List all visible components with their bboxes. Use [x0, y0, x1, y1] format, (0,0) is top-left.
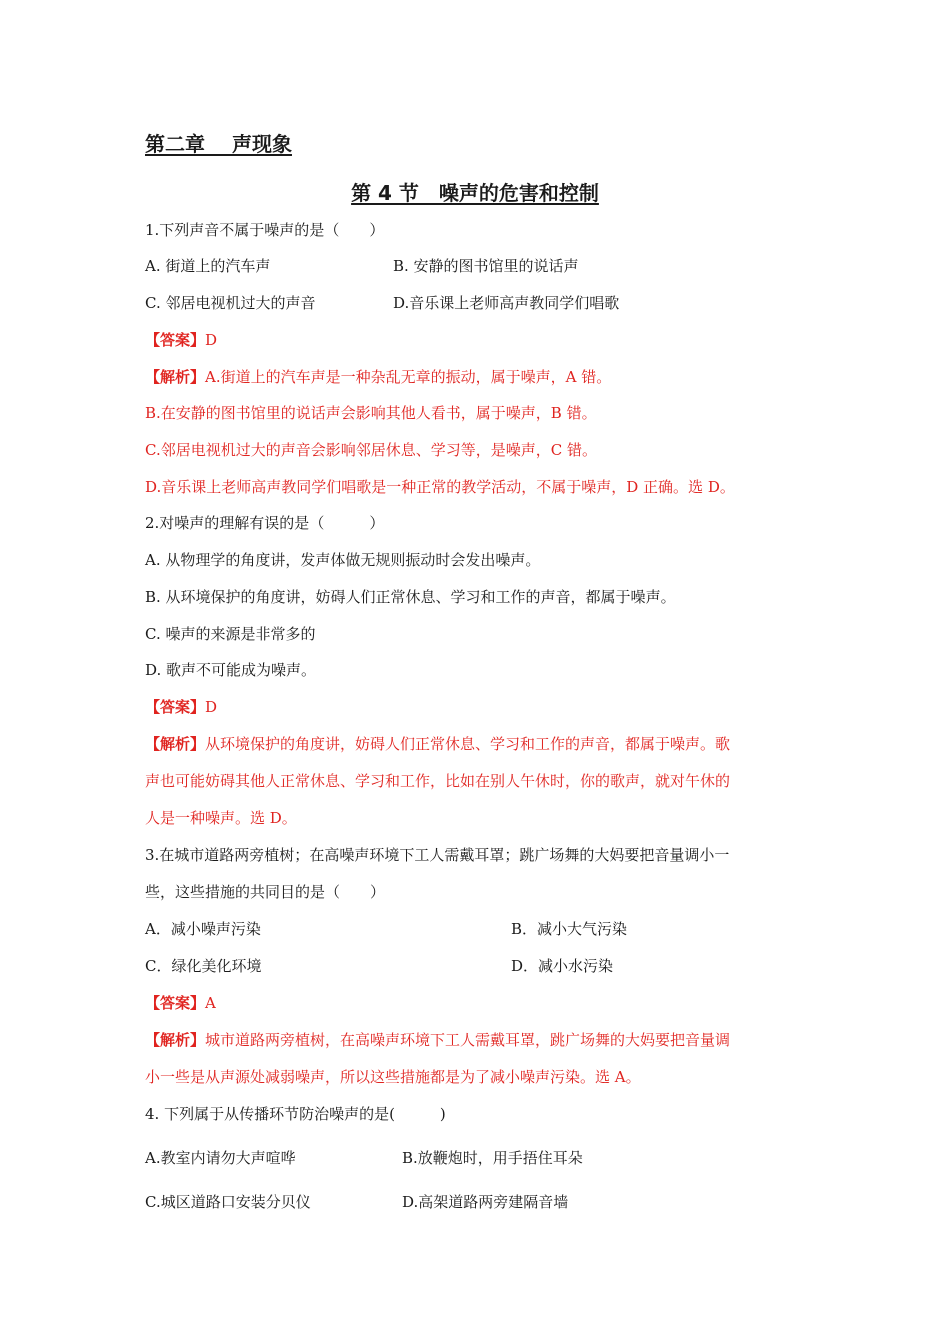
q1-analysis-line: C.邻居电视机过大的声音会影响邻居休息、学习等，是噪声，C 错。: [145, 441, 597, 459]
q1-option-a: A. 街道上的汽车声: [145, 257, 271, 275]
q3-option-b: B．减小大气污染: [511, 920, 628, 938]
q2-analysis-tag: 【解析】: [145, 735, 206, 753]
q1-option-d: D.音乐课上老师高声教同学们唱歌: [393, 294, 620, 312]
q2-answer: [145, 697, 217, 717]
section-title-text: 第 4 节 噪声的危害和控制: [351, 181, 599, 205]
q1-option-b: B. 安静的图书馆里的说话声: [393, 257, 579, 275]
q2-answer-tag: 【答案】: [145, 698, 206, 716]
section-title: [0, 179, 950, 207]
q2-answer-value: D: [205, 698, 218, 716]
q2-stem: 2.对噪声的理解有误的是（ ）: [145, 514, 385, 532]
q1-answer-value: D: [205, 331, 218, 349]
q2-option-a: A. 从物理学的角度讲，发声体做无规则振动时会发出噪声。: [145, 551, 541, 569]
q3-stem: 3.在城市道路两旁植树；在高噪声环境下工人需戴耳罩；跳广场舞的大妈要把音量调小一: [145, 846, 730, 864]
q1-option-c: C. 邻居电视机过大的声音: [145, 294, 316, 312]
q2-option-c: C. 噪声的来源是非常多的: [145, 625, 316, 643]
q2-analysis-line: 人是一种噪声。选 D。: [145, 809, 297, 827]
q3-option-d: D．减小水污染: [511, 957, 614, 975]
q1-analysis-line: D.音乐课上老师高声教同学们唱歌是一种正常的教学活动，不属于噪声，D 正确。选 D。: [145, 478, 735, 496]
q1-analysis-text: A.街道上的汽车声是一种杂乱无章的振动，属于噪声，A 错。: [205, 368, 612, 386]
q3-analysis-text: 城市道路两旁植树，在高噪声环境下工人需戴耳罩，跳广场舞的大妈要把音量调: [205, 1031, 731, 1049]
q1-answer: [145, 330, 217, 350]
q3-answer-tag: 【答案】: [145, 994, 206, 1012]
q1-analysis-line: B.在安静的图书馆里的说话声会影响其他人看书，属于噪声，B 错。: [145, 404, 597, 422]
q3-analysis-line: 小一些是从声源处减弱噪声，所以这些措施都是为了减小噪声污染。选 A。: [145, 1068, 641, 1086]
q4-option-d: D.高架道路两旁建隔音墙: [402, 1193, 569, 1211]
q3-analysis-line: [145, 1030, 730, 1050]
q2-analysis-text: 从环境保护的角度讲，妨碍人们正常休息、学习和工作的声音，都属于噪声。歌: [205, 735, 731, 753]
q1-answer-tag: 【答案】: [145, 331, 206, 349]
q1-analysis-line: [145, 367, 611, 387]
q3-answer-value: A: [205, 994, 216, 1012]
q2-option-b: B. 从环境保护的角度讲，妨碍人们正常休息、学习和工作的声音，都属于噪声。: [145, 588, 676, 606]
q1-analysis-tag: 【解析】: [145, 368, 206, 386]
q4-option-c: C.城区道路口安装分贝仪: [145, 1193, 311, 1211]
q1-stem: 1.下列声音不属于噪声的是（ ）: [145, 221, 385, 239]
q3-option-c: C．绿化美化环境: [145, 957, 262, 975]
q3-stem: 些，这些措施的共同目的是（ ）: [145, 883, 386, 901]
q2-analysis-line: [145, 734, 730, 754]
q4-option-a: A.教室内请勿大声喧哗: [145, 1149, 296, 1167]
q4-stem: 4. 下列属于从传播环节防治噪声的是( ): [145, 1105, 446, 1123]
q4-option-b: B.放鞭炮时，用手捂住耳朵: [402, 1149, 583, 1167]
q2-analysis-line: 声也可能妨碍其他人正常休息、学习和工作，比如在别人午休时，你的歌声，就对午休的: [145, 772, 731, 790]
q3-analysis-tag: 【解析】: [145, 1031, 206, 1049]
chapter-title: 第二章 声现象: [145, 132, 292, 156]
q2-option-d: D. 歌声不可能成为噪声。: [145, 661, 317, 679]
q3-answer: [145, 993, 216, 1013]
q3-option-a: A．减小噪声污染: [145, 920, 261, 938]
